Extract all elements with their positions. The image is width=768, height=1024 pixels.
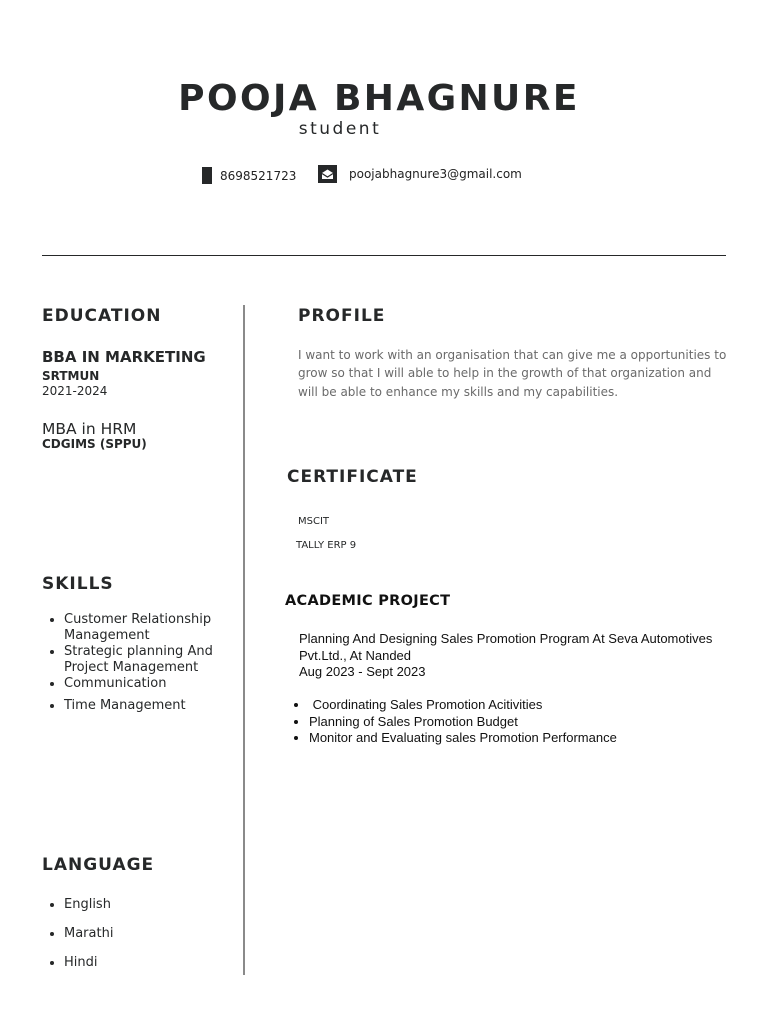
project-title: Planning And Designing Sales Promotion Program At Seva Automotives Pvt.Ltd., At Nanded xyxy=(299,631,713,663)
phone-icon xyxy=(202,167,212,184)
profile-heading: PROFILE xyxy=(298,306,386,326)
education-degree: MBA in HRM xyxy=(42,420,137,438)
language-item: • Marathi xyxy=(64,926,113,942)
language-list xyxy=(42,897,113,984)
skill-item: • Time Management xyxy=(64,698,232,714)
skill-item: • Communication xyxy=(64,676,232,692)
candidate-name: POOJA BHAGNURE xyxy=(178,78,580,119)
certificate-item: TALLY ERP 9 xyxy=(296,540,357,551)
phone-contact xyxy=(202,167,296,184)
skill-item: • Customer Relationship Management xyxy=(64,612,232,644)
language-item: • Hindi xyxy=(64,955,113,971)
skills-heading: SKILLS xyxy=(42,574,114,594)
project-heading: ACADEMIC PROJECT xyxy=(285,593,451,609)
phone-number: 8698521723 xyxy=(220,168,297,183)
education-degree: BBA IN MARKETING xyxy=(42,348,206,366)
education-item xyxy=(42,348,206,398)
education-years: 2021-2024 xyxy=(42,384,108,398)
education-heading: EDUCATION xyxy=(42,306,162,326)
mail-icon xyxy=(318,165,337,183)
candidate-role: student xyxy=(298,119,382,139)
project-details xyxy=(299,631,739,681)
header-divider xyxy=(42,255,726,256)
project-task: • Coordinating Sales Promotion Acitivities xyxy=(309,697,617,714)
project-task: • Monitor and Evaluating sales Promotion Performance xyxy=(309,730,617,747)
language-item: • English xyxy=(64,897,113,913)
language-heading: LANGUAGE xyxy=(42,855,155,875)
education-institution: CDGIMS (SPPU) xyxy=(42,437,147,451)
certificate-heading: CERTIFICATE xyxy=(287,467,418,487)
email-address: poojabhagnure3@gmail.com xyxy=(349,167,522,181)
skill-item: • Strategic planning And Project Management xyxy=(64,644,232,676)
column-divider xyxy=(243,305,245,975)
profile-text: I want to work with an organisation that can give me a opportunities to grow so that I will able to help in the growth of that organization and will be able to enhance my skills and my capabilities. xyxy=(298,348,727,399)
education-institution: SRTMUN xyxy=(42,369,100,383)
project-period: Aug 2023 - Sept 2023 xyxy=(299,664,426,679)
project-task: • Planning of Sales Promotion Budget xyxy=(309,714,617,731)
certificate-item: MSCIT xyxy=(298,516,330,527)
skills-list xyxy=(42,612,232,714)
project-tasks xyxy=(290,697,617,747)
email-contact xyxy=(318,165,522,183)
education-item xyxy=(42,420,147,451)
